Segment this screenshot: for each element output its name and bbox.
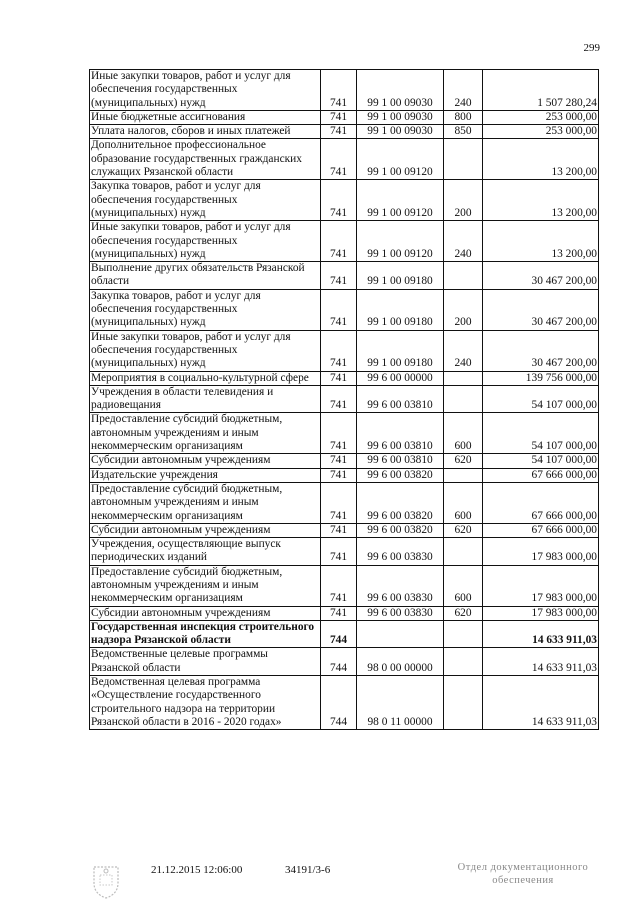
cell-expense-type: 620 (444, 606, 483, 620)
cell-expense-type (444, 620, 483, 648)
cell-ministry-code: 741 (321, 221, 357, 262)
cell-expense-type (444, 139, 483, 180)
cell-amount: 54 107 000,00 (483, 413, 599, 454)
cell-ministry-code: 741 (321, 482, 357, 523)
page-number: 299 (583, 42, 600, 54)
table-row (90, 330, 599, 371)
footer-date: 21.12.2015 12:06:00 (151, 864, 243, 876)
cell-ministry-code: 744 (321, 676, 357, 730)
cell-ministry-code: 741 (321, 413, 357, 454)
cell-target-article: 99 6 00 03830 (357, 606, 444, 620)
cell-target-article: 99 1 00 09180 (357, 262, 444, 290)
cell-name: Иные бюджетные ассигнования (90, 110, 321, 124)
cell-target-article: 99 1 00 09120 (357, 139, 444, 180)
cell-ministry-code: 741 (321, 125, 357, 139)
cell-target-article: 99 6 00 03810 (357, 454, 444, 468)
cell-name: Иные закупки товаров, работ и услуг для обеспечения государственных (муниципальных) нужд (90, 70, 321, 111)
cell-name: Субсидии автономным учреждениям (90, 606, 321, 620)
table-row (90, 413, 599, 454)
department-stamp-line: обеспечения (492, 875, 554, 886)
cell-target-article: 99 6 00 03810 (357, 385, 444, 413)
cell-ministry-code: 741 (321, 538, 357, 566)
cell-name: Иные закупки товаров, работ и услуг для обеспечения государственных (муниципальных) нужд (90, 221, 321, 262)
cell-ministry-code: 741 (321, 565, 357, 606)
table-row (90, 648, 599, 676)
department-stamp-line: Отдел документационного (457, 862, 589, 873)
cell-amount: 30 467 200,00 (483, 262, 599, 290)
table-row (90, 262, 599, 290)
cell-amount: 17 983 000,00 (483, 538, 599, 566)
cell-target-article: 99 1 00 09030 (357, 125, 444, 139)
cell-target-article: 99 6 00 03830 (357, 565, 444, 606)
cell-ministry-code: 741 (321, 385, 357, 413)
cell-ministry-code: 741 (321, 523, 357, 537)
table-row (90, 620, 599, 648)
table-row (90, 70, 599, 111)
cell-ministry-code: 741 (321, 289, 357, 330)
table-row (90, 221, 599, 262)
footer-document-number: 34191/3-6 (285, 864, 331, 876)
cell-target-article: 99 6 00 03820 (357, 468, 444, 482)
cell-amount: 30 467 200,00 (483, 330, 599, 371)
cell-name: Предоставление субсидий бюджетным, автономным учреждениям и иным некоммерческим организациям (90, 565, 321, 606)
cell-expense-type (444, 648, 483, 676)
cell-expense-type: 620 (444, 523, 483, 537)
cell-ministry-code: 741 (321, 70, 357, 111)
cell-name: Дополнительное профессиональное образование государственных гражданских служащих Рязанской области (90, 139, 321, 180)
cell-target-article: 99 1 00 09030 (357, 110, 444, 124)
cell-ministry-code: 741 (321, 139, 357, 180)
table-row (90, 385, 599, 413)
cell-amount: 67 666 000,00 (483, 523, 599, 537)
cell-amount: 1 507 280,24 (483, 70, 599, 111)
cell-target-article: 99 6 00 03820 (357, 523, 444, 537)
cell-expense-type: 200 (444, 289, 483, 330)
cell-target-article: 99 6 00 03810 (357, 413, 444, 454)
cell-expense-type (444, 371, 483, 385)
cell-name: Закупка товаров, работ и услуг для обеспечения государственных (муниципальных) нужд (90, 289, 321, 330)
cell-target-article: 99 6 00 03830 (357, 538, 444, 566)
cell-target-article: 99 6 00 00000 (357, 371, 444, 385)
cell-target-article: 99 6 00 03820 (357, 482, 444, 523)
table-row (90, 482, 599, 523)
cell-name: Мероприятия в социально-культурной сфере (90, 371, 321, 385)
table-row (90, 523, 599, 537)
cell-expense-type (444, 538, 483, 566)
cell-name: Выполнение других обязательств Рязанской области (90, 262, 321, 290)
cell-name: Государственная инспекция строительного надзора Рязанской области (90, 620, 321, 648)
cell-name: Предоставление субсидий бюджетным, автономным учреждениям и иным некоммерческим организациям (90, 413, 321, 454)
cell-expense-type: 800 (444, 110, 483, 124)
table-row (90, 110, 599, 124)
department-stamp (448, 861, 598, 887)
cell-name: Издательские учреждения (90, 468, 321, 482)
cell-name: Субсидии автономным учреждениям (90, 454, 321, 468)
cell-name: Учреждения, осуществляющие выпуск периодических изданий (90, 538, 321, 566)
cell-ministry-code: 741 (321, 110, 357, 124)
cell-amount: 14 633 911,03 (483, 620, 599, 648)
cell-ministry-code: 741 (321, 180, 357, 221)
table-row (90, 125, 599, 139)
table-row (90, 139, 599, 180)
table-row (90, 289, 599, 330)
cell-target-article: 99 1 00 09120 (357, 180, 444, 221)
page-footer (0, 861, 640, 901)
table-row (90, 676, 599, 730)
cell-name: Закупка товаров, работ и услуг для обеспечения государственных (муниципальных) нужд (90, 180, 321, 221)
cell-ministry-code: 741 (321, 330, 357, 371)
cell-expense-type (444, 385, 483, 413)
cell-name: Ведомственная целевая программа «Осуществление государственного строительного надзора на территории Рязанской области в 2016 - 2020 годах» (90, 676, 321, 730)
cell-target-article: 99 1 00 09180 (357, 330, 444, 371)
cell-ministry-code: 744 (321, 620, 357, 648)
cell-amount: 14 633 911,03 (483, 648, 599, 676)
cell-target-article: 98 0 00 00000 (357, 648, 444, 676)
cell-amount: 54 107 000,00 (483, 385, 599, 413)
cell-expense-type: 200 (444, 180, 483, 221)
cell-amount: 30 467 200,00 (483, 289, 599, 330)
table-row (90, 454, 599, 468)
cell-ministry-code: 741 (321, 371, 357, 385)
cell-amount: 67 666 000,00 (483, 482, 599, 523)
cell-name: Учреждения в области телевидения и радиовещания (90, 385, 321, 413)
cell-name: Субсидии автономным учреждениям (90, 523, 321, 537)
cell-amount: 17 983 000,00 (483, 565, 599, 606)
coat-of-arms-icon (86, 861, 126, 901)
table-row (90, 538, 599, 566)
cell-amount: 67 666 000,00 (483, 468, 599, 482)
cell-amount: 253 000,00 (483, 125, 599, 139)
cell-expense-type: 600 (444, 482, 483, 523)
table-row (90, 371, 599, 385)
cell-name: Уплата налогов, сборов и иных платежей (90, 125, 321, 139)
cell-ministry-code: 744 (321, 648, 357, 676)
cell-name: Предоставление субсидий бюджетным, автономным учреждениям и иным некоммерческим организациям (90, 482, 321, 523)
cell-amount: 139 756 000,00 (483, 371, 599, 385)
cell-expense-type: 850 (444, 125, 483, 139)
table-row (90, 468, 599, 482)
cell-amount: 253 000,00 (483, 110, 599, 124)
table-row (90, 565, 599, 606)
cell-amount: 17 983 000,00 (483, 606, 599, 620)
cell-ministry-code: 741 (321, 468, 357, 482)
cell-amount: 13 200,00 (483, 139, 599, 180)
table-row (90, 180, 599, 221)
cell-ministry-code: 741 (321, 454, 357, 468)
cell-amount: 14 633 911,03 (483, 676, 599, 730)
cell-expense-type: 600 (444, 565, 483, 606)
cell-target-article: 99 1 00 09180 (357, 289, 444, 330)
budget-table-body (90, 70, 599, 730)
cell-target-article: 98 0 11 00000 (357, 676, 444, 730)
cell-expense-type: 240 (444, 70, 483, 111)
cell-expense-type (444, 676, 483, 730)
cell-expense-type: 600 (444, 413, 483, 454)
cell-amount: 13 200,00 (483, 221, 599, 262)
cell-expense-type (444, 262, 483, 290)
cell-target-article (357, 620, 444, 648)
cell-target-article: 99 1 00 09120 (357, 221, 444, 262)
budget-table (89, 69, 599, 730)
cell-ministry-code: 741 (321, 262, 357, 290)
cell-expense-type: 620 (444, 454, 483, 468)
cell-amount: 54 107 000,00 (483, 454, 599, 468)
cell-name: Иные закупки товаров, работ и услуг для обеспечения государственных (муниципальных) нужд (90, 330, 321, 371)
cell-expense-type (444, 468, 483, 482)
cell-target-article: 99 1 00 09030 (357, 70, 444, 111)
cell-expense-type: 240 (444, 221, 483, 262)
cell-amount: 13 200,00 (483, 180, 599, 221)
cell-ministry-code: 741 (321, 606, 357, 620)
cell-expense-type: 240 (444, 330, 483, 371)
cell-name: Ведомственные целевые программы Рязанской области (90, 648, 321, 676)
table-row (90, 606, 599, 620)
